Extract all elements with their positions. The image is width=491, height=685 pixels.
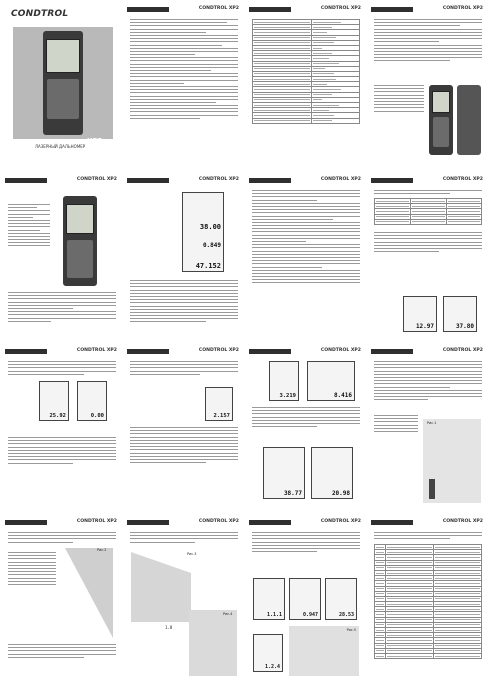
display-b: 0.00: [77, 381, 107, 421]
device-screen: [46, 39, 80, 73]
callout-list: [8, 204, 50, 249]
page-4: [371, 5, 485, 168]
page-header: CONDTROL XP2: [371, 518, 485, 527]
cover: [5, 5, 119, 168]
text-block: [374, 532, 482, 542]
cover-logo: CONDTROL: [11, 9, 69, 19]
device-keypad: [47, 79, 79, 119]
text-block: [8, 644, 116, 660]
text-block-side: [8, 552, 56, 587]
display-b: 0.947: [289, 578, 321, 620]
text-block: [8, 437, 116, 466]
page-15: [249, 518, 363, 681]
device-front: [429, 85, 453, 155]
text-block: [130, 532, 238, 545]
figure-room: Рис.1: [423, 419, 481, 503]
page-header: CONDTROL XP2: [371, 5, 485, 14]
text-block: [252, 532, 360, 554]
page-header: CONDTROL XP2: [371, 347, 485, 356]
display-c: 38.77: [263, 447, 305, 499]
page-9: [5, 347, 119, 510]
page-header: CONDTROL XP2: [371, 176, 485, 185]
text-block-side: [374, 415, 418, 434]
text-block: [130, 19, 238, 121]
display-b: 37.80: [443, 296, 477, 332]
display-layout: 38.00 0.849 47.152: [182, 192, 224, 272]
text-block: [130, 280, 238, 325]
text-block: [374, 232, 482, 254]
page-8: [371, 176, 485, 339]
display-a: 1.1.1: [253, 578, 285, 620]
spec-table: [252, 19, 360, 124]
page-5: [5, 176, 119, 339]
cover-caption: ЛАЗЕРНЫЙ ДАЛЬНОМЕР: [35, 144, 86, 149]
page-16: [371, 518, 485, 681]
page-7: [249, 176, 363, 339]
page-header: CONDTROL XP2: [127, 347, 241, 356]
page-12: [371, 347, 485, 510]
device-photo: [43, 31, 83, 135]
manual-sheet: [5, 5, 486, 680]
figure-room-2: [189, 610, 237, 676]
display-d: 20.98: [311, 447, 353, 499]
page-2: [127, 5, 241, 168]
page-header: CONDTROL XP2: [5, 347, 119, 356]
cover-panel: [5, 5, 119, 168]
text-block: [130, 361, 238, 377]
error-table: [374, 544, 482, 659]
display-a: 12.97: [403, 296, 437, 332]
page-14: CONDTROL XP2 Рис.3 Рис.4: [127, 518, 241, 681]
text-block: [252, 407, 360, 429]
page-header: CONDTROL XP2: [249, 5, 363, 14]
page-header: CONDTROL XP2: [249, 176, 363, 185]
display-a: 2.157: [205, 387, 233, 421]
figure-room-3: Рис.5: [289, 626, 359, 676]
display-a: 3.219: [269, 361, 299, 401]
page-6: [127, 176, 241, 339]
page-header: CONDTROL XP2: [249, 518, 363, 527]
page-3: [249, 5, 363, 168]
text-block: [130, 427, 238, 465]
page-header: CONDTROL XP2: [249, 347, 363, 356]
text-block: [374, 361, 482, 402]
page-header: CONDTROL XP2: [127, 518, 241, 527]
figure-triangle: [65, 548, 113, 638]
unit-table: [374, 198, 482, 225]
text-block: [8, 361, 116, 377]
text-block-side: [374, 85, 424, 114]
display-b: 8.416: [307, 361, 355, 401]
display-small: 1.8: [165, 625, 173, 630]
person-icon: [429, 479, 435, 499]
display-a: 25.92: [39, 381, 69, 421]
cover-photo: [13, 27, 113, 145]
page-10: [127, 347, 241, 510]
page-header: CONDTROL XP2: [5, 176, 119, 185]
text-block: [8, 292, 116, 324]
text-block: [252, 190, 360, 286]
page-11: [249, 347, 363, 510]
display-d: 1.2.4: [253, 634, 283, 672]
page-13: CONDTROL XP2 Рис.2: [5, 518, 119, 681]
cover-model: XP2: [87, 137, 103, 145]
figure-wall: [131, 552, 191, 622]
page-header: CONDTROL XP2: [127, 5, 241, 14]
text-block: [374, 19, 482, 64]
page-header: CONDTROL XP2: [127, 176, 241, 185]
device-back: [457, 85, 481, 155]
display-c: 28.53: [325, 578, 357, 620]
page-header: CONDTROL XP2: [5, 518, 119, 527]
text-block: [374, 190, 482, 196]
device-diagram: [63, 196, 97, 286]
text-block: [8, 532, 116, 545]
